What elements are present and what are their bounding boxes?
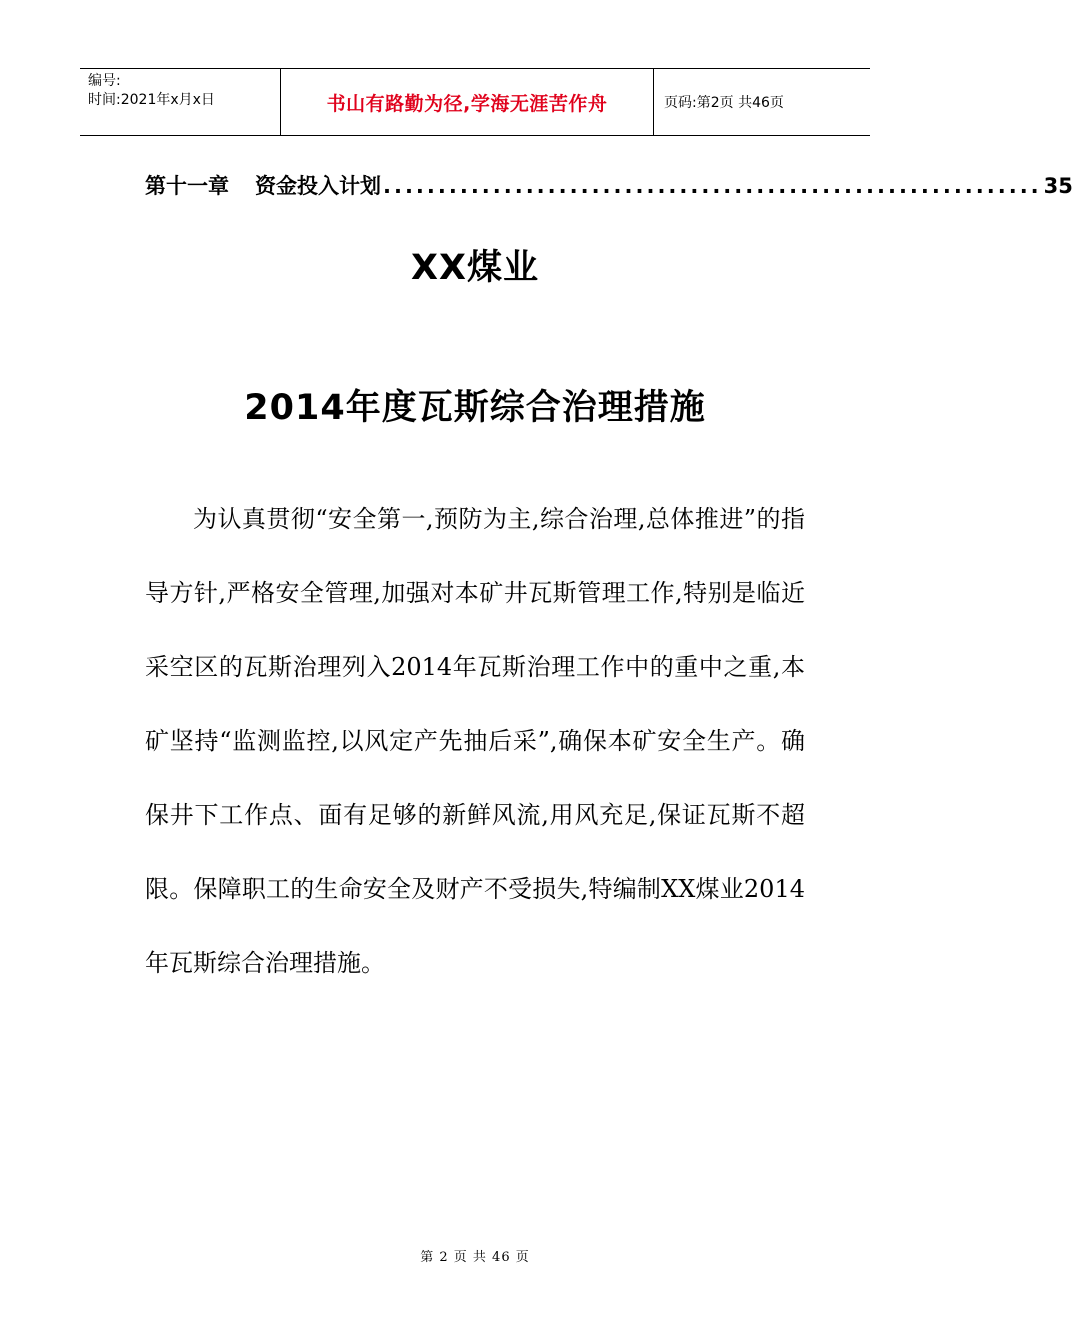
company-name: XX煤业 bbox=[411, 248, 539, 288]
header-page-info: 页码:第2页 共46页 bbox=[664, 95, 784, 111]
page-header bbox=[80, 68, 870, 136]
header-motto: 书山有路勤为径,学海无涯苦作舟 bbox=[281, 69, 654, 135]
toc-page-number: 35 bbox=[1043, 174, 1073, 198]
toc-chapter: 第十一章 bbox=[145, 174, 229, 198]
document-title: 2014年度瓦斯综合治理措施 bbox=[244, 388, 706, 428]
toc-title: 资金投入计划 bbox=[255, 174, 381, 198]
toc-entry[interactable] bbox=[145, 170, 1073, 202]
body-paragraph: 为认真贯彻“安全第一,预防为主,综合治理,总体推进”的指导方针,严格安全管理,加强对本矿井瓦斯管理工作,特别是临近采空区的瓦斯治理列入2014年瓦斯治理工作中的重中之重,本矿坚持“监测监控,以风定产先抽后采”,确保本矿安全生产。确保井下工作点、面有足够的新鲜风流,用风充足,保证瓦斯不超限。保障职工的生命安全及财产不受损失,特编制XX煤业2014年瓦斯综合治理措施。 bbox=[145, 505, 805, 977]
serial-label: 编号: bbox=[88, 73, 121, 89]
toc-leader: ............................................................ bbox=[383, 174, 1042, 198]
header-meta bbox=[80, 69, 281, 135]
page-footer: 第 2 页 共 46 页 bbox=[420, 1250, 530, 1265]
time-label: 时间:2021年x月x日 bbox=[88, 92, 215, 108]
